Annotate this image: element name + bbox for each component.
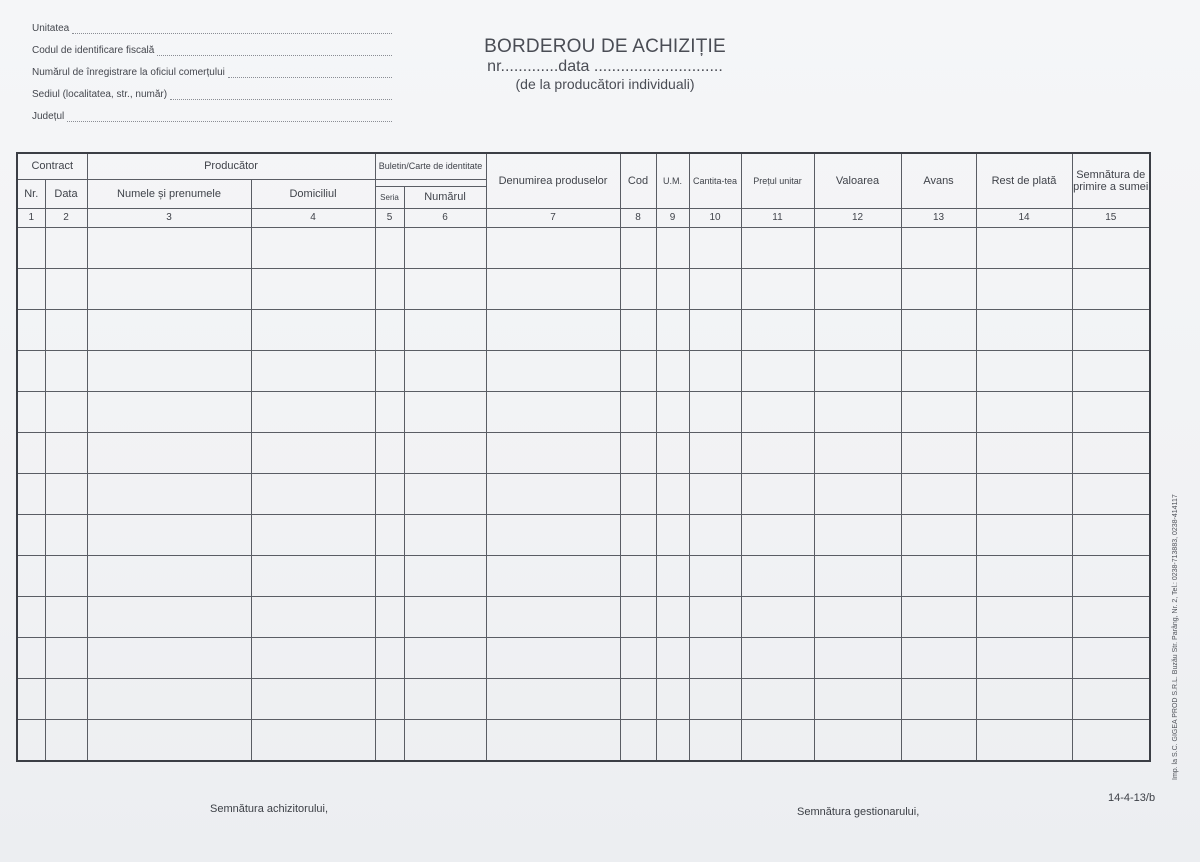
- column-number: 7: [486, 208, 620, 227]
- header-cantitatea: Cantita-tea: [689, 153, 741, 208]
- table-cell[interactable]: [404, 596, 486, 637]
- table-cell[interactable]: [1072, 391, 1150, 432]
- table-cell[interactable]: [404, 227, 486, 268]
- header-buletin: Buletin/Carte de identitate: [375, 153, 486, 179]
- table-cell[interactable]: [17, 514, 45, 555]
- table-cell[interactable]: [87, 227, 251, 268]
- table-cell[interactable]: [375, 268, 404, 309]
- table-cell[interactable]: [45, 596, 87, 637]
- table-cell[interactable]: [1072, 350, 1150, 391]
- table-cell[interactable]: [404, 473, 486, 514]
- table-cell[interactable]: [976, 678, 1072, 719]
- table-cell[interactable]: [620, 350, 656, 391]
- header-buletin-spacer: [375, 179, 486, 186]
- table-cell[interactable]: [486, 678, 620, 719]
- info-label: Județul: [32, 111, 65, 122]
- header-semnatura: Semnătura de primire a sumei: [1072, 153, 1150, 208]
- table-cell[interactable]: [901, 637, 976, 678]
- table-cell[interactable]: [620, 473, 656, 514]
- table-cell[interactable]: [375, 227, 404, 268]
- table-cell[interactable]: [689, 678, 741, 719]
- table-cell[interactable]: [814, 473, 901, 514]
- table-cell[interactable]: [251, 596, 375, 637]
- info-row-unitatea: [32, 18, 392, 40]
- info-row-cod-fiscal: [32, 40, 392, 62]
- table-cell[interactable]: [689, 350, 741, 391]
- table-row: [17, 637, 1150, 678]
- table-cell[interactable]: [656, 227, 689, 268]
- table-cell[interactable]: [976, 268, 1072, 309]
- table-cell[interactable]: [620, 678, 656, 719]
- table-cell[interactable]: [375, 678, 404, 719]
- table-cell[interactable]: [656, 514, 689, 555]
- table-cell[interactable]: [87, 514, 251, 555]
- table-cell[interactable]: [375, 596, 404, 637]
- table-cell[interactable]: [620, 637, 656, 678]
- table-cell[interactable]: [486, 637, 620, 678]
- table-cell[interactable]: [45, 555, 87, 596]
- table-cell[interactable]: [741, 596, 814, 637]
- company-info-block: [32, 18, 392, 128]
- table-row: [17, 719, 1150, 761]
- table-cell[interactable]: [976, 596, 1072, 637]
- table-cell[interactable]: [741, 309, 814, 350]
- header-nume: Numele și prenumele: [87, 179, 251, 208]
- table-cell[interactable]: [656, 350, 689, 391]
- table-cell[interactable]: [45, 391, 87, 432]
- header-nr: Nr.: [17, 179, 45, 208]
- table-cell[interactable]: [656, 555, 689, 596]
- column-number: 10: [689, 208, 741, 227]
- table-cell[interactable]: [1072, 596, 1150, 637]
- table-cell[interactable]: [17, 350, 45, 391]
- column-number: 5: [375, 208, 404, 227]
- table-cell[interactable]: [689, 637, 741, 678]
- table-cell[interactable]: [375, 555, 404, 596]
- table-cell[interactable]: [17, 227, 45, 268]
- table-cell[interactable]: [486, 391, 620, 432]
- table-cell[interactable]: [404, 514, 486, 555]
- table-cell[interactable]: [689, 391, 741, 432]
- table-cell[interactable]: [741, 719, 814, 761]
- table-body: [17, 208, 1150, 761]
- signature-buyer-label: Semnătura achizitorului,: [210, 803, 329, 815]
- table-cell[interactable]: [486, 227, 620, 268]
- table-cell[interactable]: [901, 268, 976, 309]
- info-row-sediul: [32, 84, 392, 106]
- table-cell[interactable]: [814, 637, 901, 678]
- table-cell[interactable]: [251, 555, 375, 596]
- table-cell[interactable]: [976, 719, 1072, 761]
- table-row: [17, 309, 1150, 350]
- table-cell[interactable]: [87, 391, 251, 432]
- table-cell[interactable]: [251, 391, 375, 432]
- table-cell[interactable]: [741, 227, 814, 268]
- form-code: 14-4-13/b: [1108, 792, 1156, 804]
- table-cell[interactable]: [1072, 719, 1150, 761]
- table-cell[interactable]: [976, 309, 1072, 350]
- info-label: Sediul (localitatea, str., număr): [32, 89, 168, 100]
- table-cell[interactable]: [17, 678, 45, 719]
- table-cell[interactable]: [741, 514, 814, 555]
- table-cell[interactable]: [901, 514, 976, 555]
- table-cell[interactable]: [689, 555, 741, 596]
- table-cell[interactable]: [620, 719, 656, 761]
- table-cell[interactable]: [814, 309, 901, 350]
- table-cell[interactable]: [375, 391, 404, 432]
- table-cell[interactable]: [976, 350, 1072, 391]
- table-cell[interactable]: [375, 309, 404, 350]
- header-numarul: Numărul: [404, 186, 486, 208]
- header-seria: Seria: [375, 186, 404, 208]
- table-cell[interactable]: [656, 391, 689, 432]
- table-cell[interactable]: [251, 473, 375, 514]
- table-cell[interactable]: [741, 391, 814, 432]
- fill-line: [67, 121, 392, 122]
- table-cell[interactable]: [741, 268, 814, 309]
- table-cell[interactable]: [1072, 473, 1150, 514]
- table-cell[interactable]: [689, 596, 741, 637]
- header-domiciliu: Domiciliul: [251, 179, 375, 208]
- table-cell[interactable]: [901, 473, 976, 514]
- table-row: [17, 268, 1150, 309]
- table-cell[interactable]: [976, 432, 1072, 473]
- table-cell[interactable]: [486, 596, 620, 637]
- table-cell[interactable]: [1072, 268, 1150, 309]
- table-cell[interactable]: [901, 596, 976, 637]
- table-cell[interactable]: [901, 391, 976, 432]
- header-valoarea: Valoarea: [814, 153, 901, 208]
- column-number: 14: [976, 208, 1072, 227]
- table-cell[interactable]: [620, 432, 656, 473]
- table-cell[interactable]: [901, 719, 976, 761]
- table-cell[interactable]: [375, 432, 404, 473]
- table-cell[interactable]: [814, 227, 901, 268]
- table-cell[interactable]: [689, 514, 741, 555]
- table-cell[interactable]: [1072, 514, 1150, 555]
- table-cell[interactable]: [620, 555, 656, 596]
- table-cell[interactable]: [375, 473, 404, 514]
- printer-note: Imp. la S.C. GIGEA PROD S.R.L. Buzău Str. Parâng, Nr. 2, Tel.: 0238-713883, 0238-414117: [1172, 494, 1179, 780]
- table-cell[interactable]: [87, 596, 251, 637]
- table-cell[interactable]: [689, 432, 741, 473]
- table-cell[interactable]: [404, 637, 486, 678]
- table-cell[interactable]: [1072, 637, 1150, 678]
- table-cell[interactable]: [251, 432, 375, 473]
- table-cell[interactable]: [17, 719, 45, 761]
- table-cell[interactable]: [656, 473, 689, 514]
- table-cell[interactable]: [814, 596, 901, 637]
- table-cell[interactable]: [251, 227, 375, 268]
- column-number: 8: [620, 208, 656, 227]
- fill-line: [170, 99, 392, 100]
- table-cell[interactable]: [814, 555, 901, 596]
- info-row-nr-registru: [32, 62, 392, 84]
- table-cell[interactable]: [375, 719, 404, 761]
- table-row: [17, 391, 1150, 432]
- table-cell[interactable]: [741, 432, 814, 473]
- table-cell[interactable]: [87, 678, 251, 719]
- table-cell[interactable]: [656, 596, 689, 637]
- table-cell[interactable]: [375, 637, 404, 678]
- fill-line: [72, 33, 392, 34]
- table-cell[interactable]: [45, 473, 87, 514]
- table-cell[interactable]: [45, 268, 87, 309]
- table-cell[interactable]: [486, 473, 620, 514]
- table-cell[interactable]: [1072, 227, 1150, 268]
- table-cell[interactable]: [620, 596, 656, 637]
- table-cell[interactable]: [17, 555, 45, 596]
- table-cell[interactable]: [741, 637, 814, 678]
- header-contract: Contract: [17, 153, 87, 179]
- table-cell[interactable]: [656, 268, 689, 309]
- header-data: Data: [45, 179, 87, 208]
- table-cell[interactable]: [814, 432, 901, 473]
- table-cell[interactable]: [87, 268, 251, 309]
- table-cell[interactable]: [87, 309, 251, 350]
- column-number: 12: [814, 208, 901, 227]
- header-rest-plata: Rest de plată: [976, 153, 1072, 208]
- table-cell[interactable]: [251, 514, 375, 555]
- table-cell[interactable]: [45, 227, 87, 268]
- header-producator: Producător: [87, 153, 375, 179]
- table-cell[interactable]: [251, 637, 375, 678]
- info-row-judetul: [32, 106, 392, 128]
- table-cell[interactable]: [251, 268, 375, 309]
- header-cod: Cod: [620, 153, 656, 208]
- info-label: Numărul de înregistrare la oficiul comerțului: [32, 67, 225, 78]
- table-cell[interactable]: [375, 514, 404, 555]
- table-cell[interactable]: [45, 514, 87, 555]
- table-cell[interactable]: [87, 555, 251, 596]
- table-cell[interactable]: [656, 309, 689, 350]
- column-number: 9: [656, 208, 689, 227]
- table-cell[interactable]: [814, 678, 901, 719]
- table-cell[interactable]: [17, 268, 45, 309]
- signature-manager-label: Semnătura gestionarului,: [797, 806, 920, 818]
- table-cell[interactable]: [486, 309, 620, 350]
- table-cell[interactable]: [17, 391, 45, 432]
- table-cell[interactable]: [901, 432, 976, 473]
- table-cell[interactable]: [814, 391, 901, 432]
- table-cell[interactable]: [656, 432, 689, 473]
- table-cell[interactable]: [45, 432, 87, 473]
- table-cell[interactable]: [1072, 432, 1150, 473]
- table-cell[interactable]: [17, 432, 45, 473]
- table-cell[interactable]: [976, 391, 1072, 432]
- column-number: 2: [45, 208, 87, 227]
- column-number-row: [17, 208, 1150, 227]
- table-cell[interactable]: [404, 432, 486, 473]
- header-denumirea: Denumirea produselor: [486, 153, 620, 208]
- table-cell[interactable]: [404, 350, 486, 391]
- table-cell[interactable]: [656, 678, 689, 719]
- table-cell[interactable]: [901, 555, 976, 596]
- table-cell[interactable]: [87, 473, 251, 514]
- table-row: [17, 514, 1150, 555]
- table-row: [17, 432, 1150, 473]
- column-number: 1: [17, 208, 45, 227]
- table-cell[interactable]: [45, 350, 87, 391]
- table-cell[interactable]: [901, 227, 976, 268]
- form-title: BORDEROU DE ACHIZIȚIE: [484, 36, 726, 57]
- table-cell[interactable]: [404, 555, 486, 596]
- table-cell[interactable]: [741, 473, 814, 514]
- header-pret-unitar: Prețul unitar: [741, 153, 814, 208]
- fill-line: [157, 55, 392, 56]
- table-cell[interactable]: [251, 678, 375, 719]
- table-row: [17, 596, 1150, 637]
- header-um: U.M.: [656, 153, 689, 208]
- table-cell[interactable]: [814, 719, 901, 761]
- table-cell[interactable]: [45, 678, 87, 719]
- column-number: 15: [1072, 208, 1150, 227]
- table-cell[interactable]: [17, 596, 45, 637]
- table-cell[interactable]: [689, 268, 741, 309]
- header-avans: Avans: [901, 153, 976, 208]
- table-cell[interactable]: [251, 350, 375, 391]
- table-cell[interactable]: [486, 268, 620, 309]
- info-label: Codul de identificare fiscală: [32, 45, 155, 56]
- table-cell[interactable]: [45, 309, 87, 350]
- form-heading: [440, 36, 770, 92]
- table-cell[interactable]: [486, 432, 620, 473]
- table-cell[interactable]: [620, 309, 656, 350]
- table-cell[interactable]: [620, 268, 656, 309]
- table-cell[interactable]: [404, 391, 486, 432]
- table-cell[interactable]: [976, 473, 1072, 514]
- table-cell[interactable]: [486, 514, 620, 555]
- info-label: Unitatea: [32, 23, 70, 34]
- table-cell[interactable]: [976, 637, 1072, 678]
- column-number: 11: [741, 208, 814, 227]
- table-cell[interactable]: [1072, 555, 1150, 596]
- table-cell[interactable]: [689, 473, 741, 514]
- table-row: [17, 227, 1150, 268]
- table-cell[interactable]: [45, 719, 87, 761]
- number-date-line: nr.............data .............................: [487, 58, 723, 75]
- table-cell[interactable]: [656, 637, 689, 678]
- table-cell[interactable]: [1072, 309, 1150, 350]
- table-row: [17, 555, 1150, 596]
- table-cell[interactable]: [87, 637, 251, 678]
- table-row: [17, 350, 1150, 391]
- table-cell[interactable]: [976, 227, 1072, 268]
- form-subtitle: (de la producători individuali): [515, 76, 695, 92]
- table-cell[interactable]: [620, 227, 656, 268]
- table-cell[interactable]: [17, 309, 45, 350]
- table-cell[interactable]: [251, 309, 375, 350]
- table-cell[interactable]: [17, 637, 45, 678]
- table-cell[interactable]: [901, 309, 976, 350]
- table-cell[interactable]: [901, 350, 976, 391]
- table-cell[interactable]: [251, 719, 375, 761]
- table-cell[interactable]: [741, 350, 814, 391]
- table-cell[interactable]: [689, 719, 741, 761]
- table-cell[interactable]: [404, 309, 486, 350]
- table-cell[interactable]: [404, 268, 486, 309]
- table-cell[interactable]: [689, 309, 741, 350]
- table-cell[interactable]: [814, 350, 901, 391]
- column-number: 13: [901, 208, 976, 227]
- column-number: 6: [404, 208, 486, 227]
- table-cell[interactable]: [741, 555, 814, 596]
- column-number: 3: [87, 208, 251, 227]
- table-cell[interactable]: [87, 719, 251, 761]
- table-cell[interactable]: [901, 678, 976, 719]
- table-cell[interactable]: [486, 555, 620, 596]
- table-cell[interactable]: [1072, 678, 1150, 719]
- table-cell[interactable]: [656, 719, 689, 761]
- table-cell[interactable]: [17, 473, 45, 514]
- table-cell[interactable]: [620, 391, 656, 432]
- table-cell[interactable]: [814, 514, 901, 555]
- table-cell[interactable]: [741, 678, 814, 719]
- table-cell[interactable]: [404, 719, 486, 761]
- table-row: [17, 473, 1150, 514]
- table-cell[interactable]: [486, 719, 620, 761]
- table-cell[interactable]: [976, 514, 1072, 555]
- table-cell[interactable]: [814, 268, 901, 309]
- table-cell[interactable]: [486, 350, 620, 391]
- table-cell[interactable]: [87, 350, 251, 391]
- table-row: [17, 678, 1150, 719]
- fill-line: [228, 77, 392, 78]
- table-cell[interactable]: [689, 227, 741, 268]
- column-number: 4: [251, 208, 375, 227]
- table-cell[interactable]: [976, 555, 1072, 596]
- table-cell[interactable]: [375, 350, 404, 391]
- acquisition-table: [16, 152, 1151, 762]
- table-cell[interactable]: [620, 514, 656, 555]
- table-cell[interactable]: [404, 678, 486, 719]
- table-cell[interactable]: [87, 432, 251, 473]
- table-cell[interactable]: [45, 637, 87, 678]
